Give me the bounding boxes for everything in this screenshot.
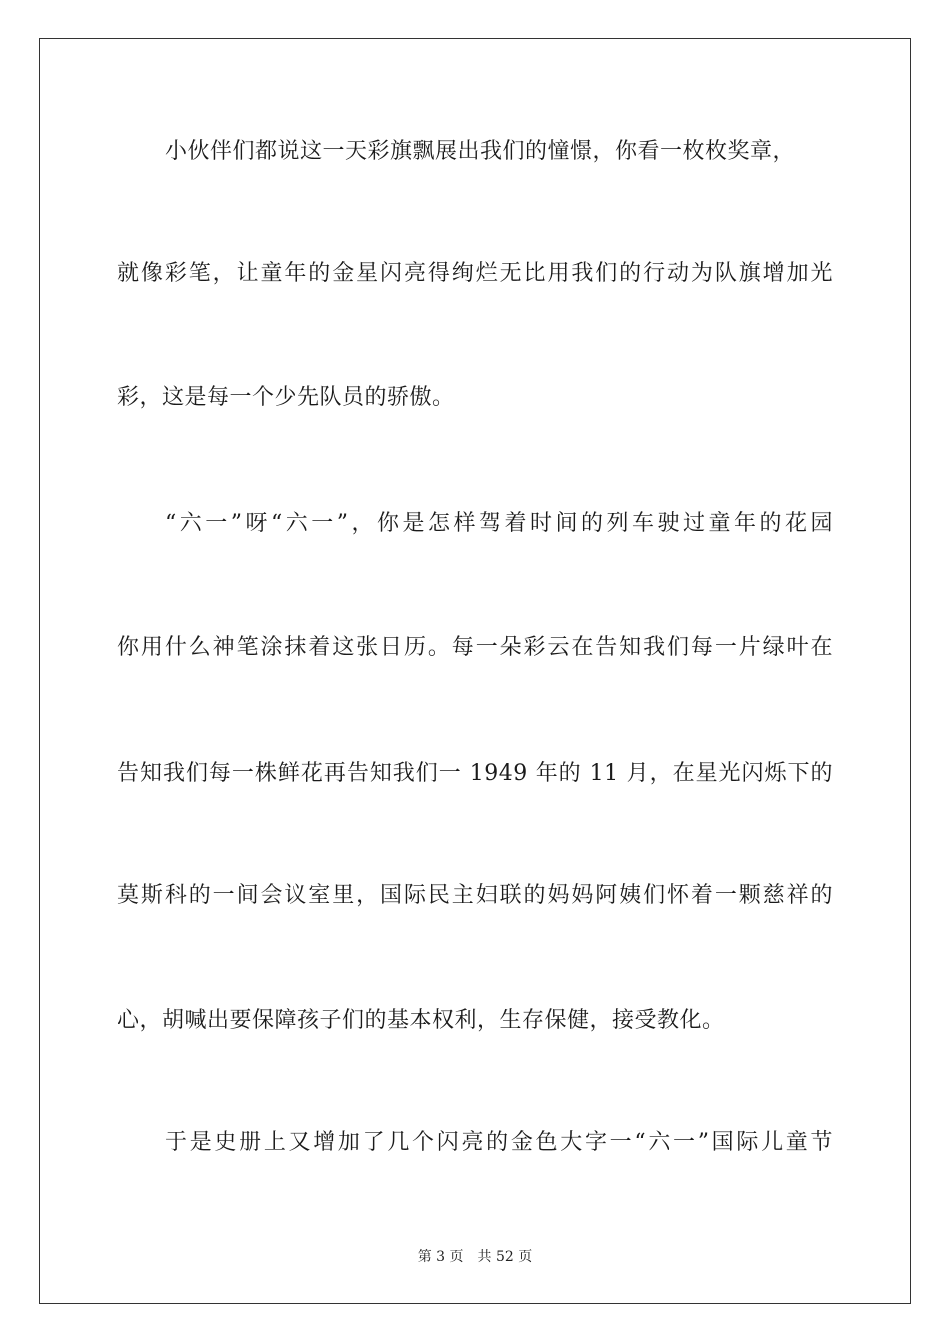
text-line-6: 告知我们每一株鲜花再告知我们一 1949 年的 11 月，在星光闪烁下的 bbox=[117, 761, 833, 786]
page-footer bbox=[0, 1247, 950, 1267]
text-line-5: 你用什么神笔涂抹着这张日历。每一朵彩云在告知我们每一片绿叶在 bbox=[117, 635, 833, 660]
page-number: 第 3 页 bbox=[417, 1249, 464, 1265]
text-line-1: 小伙伴们都说这一天彩旗飘展出我们的憧憬，你看一枚枚奖章， bbox=[165, 139, 796, 164]
text-line-4: “六一”呀“六一”，你是怎样驾着时间的列车驶过童年的花园 bbox=[165, 511, 833, 536]
text-line-2: 就像彩笔，让童年的金星闪亮得绚烂无比用我们的行动为队旗增加光 bbox=[117, 261, 833, 286]
text-line-7: 莫斯科的一间会议室里，国际民主妇联的妈妈阿姨们怀着一颗慈祥的 bbox=[117, 883, 833, 908]
page-total: 共 52 页 bbox=[477, 1249, 533, 1265]
text-line-8: 心，胡喊出要保障孩子们的基本权利，生存保健，接受教化。 bbox=[117, 1008, 725, 1033]
text-line-3: 彩，这是每一个少先队员的骄傲。 bbox=[117, 385, 455, 410]
page-border bbox=[39, 38, 911, 1304]
text-line-9: 于是史册上又增加了几个闪亮的金色大字一“六一”国际儿童节 bbox=[165, 1130, 833, 1155]
